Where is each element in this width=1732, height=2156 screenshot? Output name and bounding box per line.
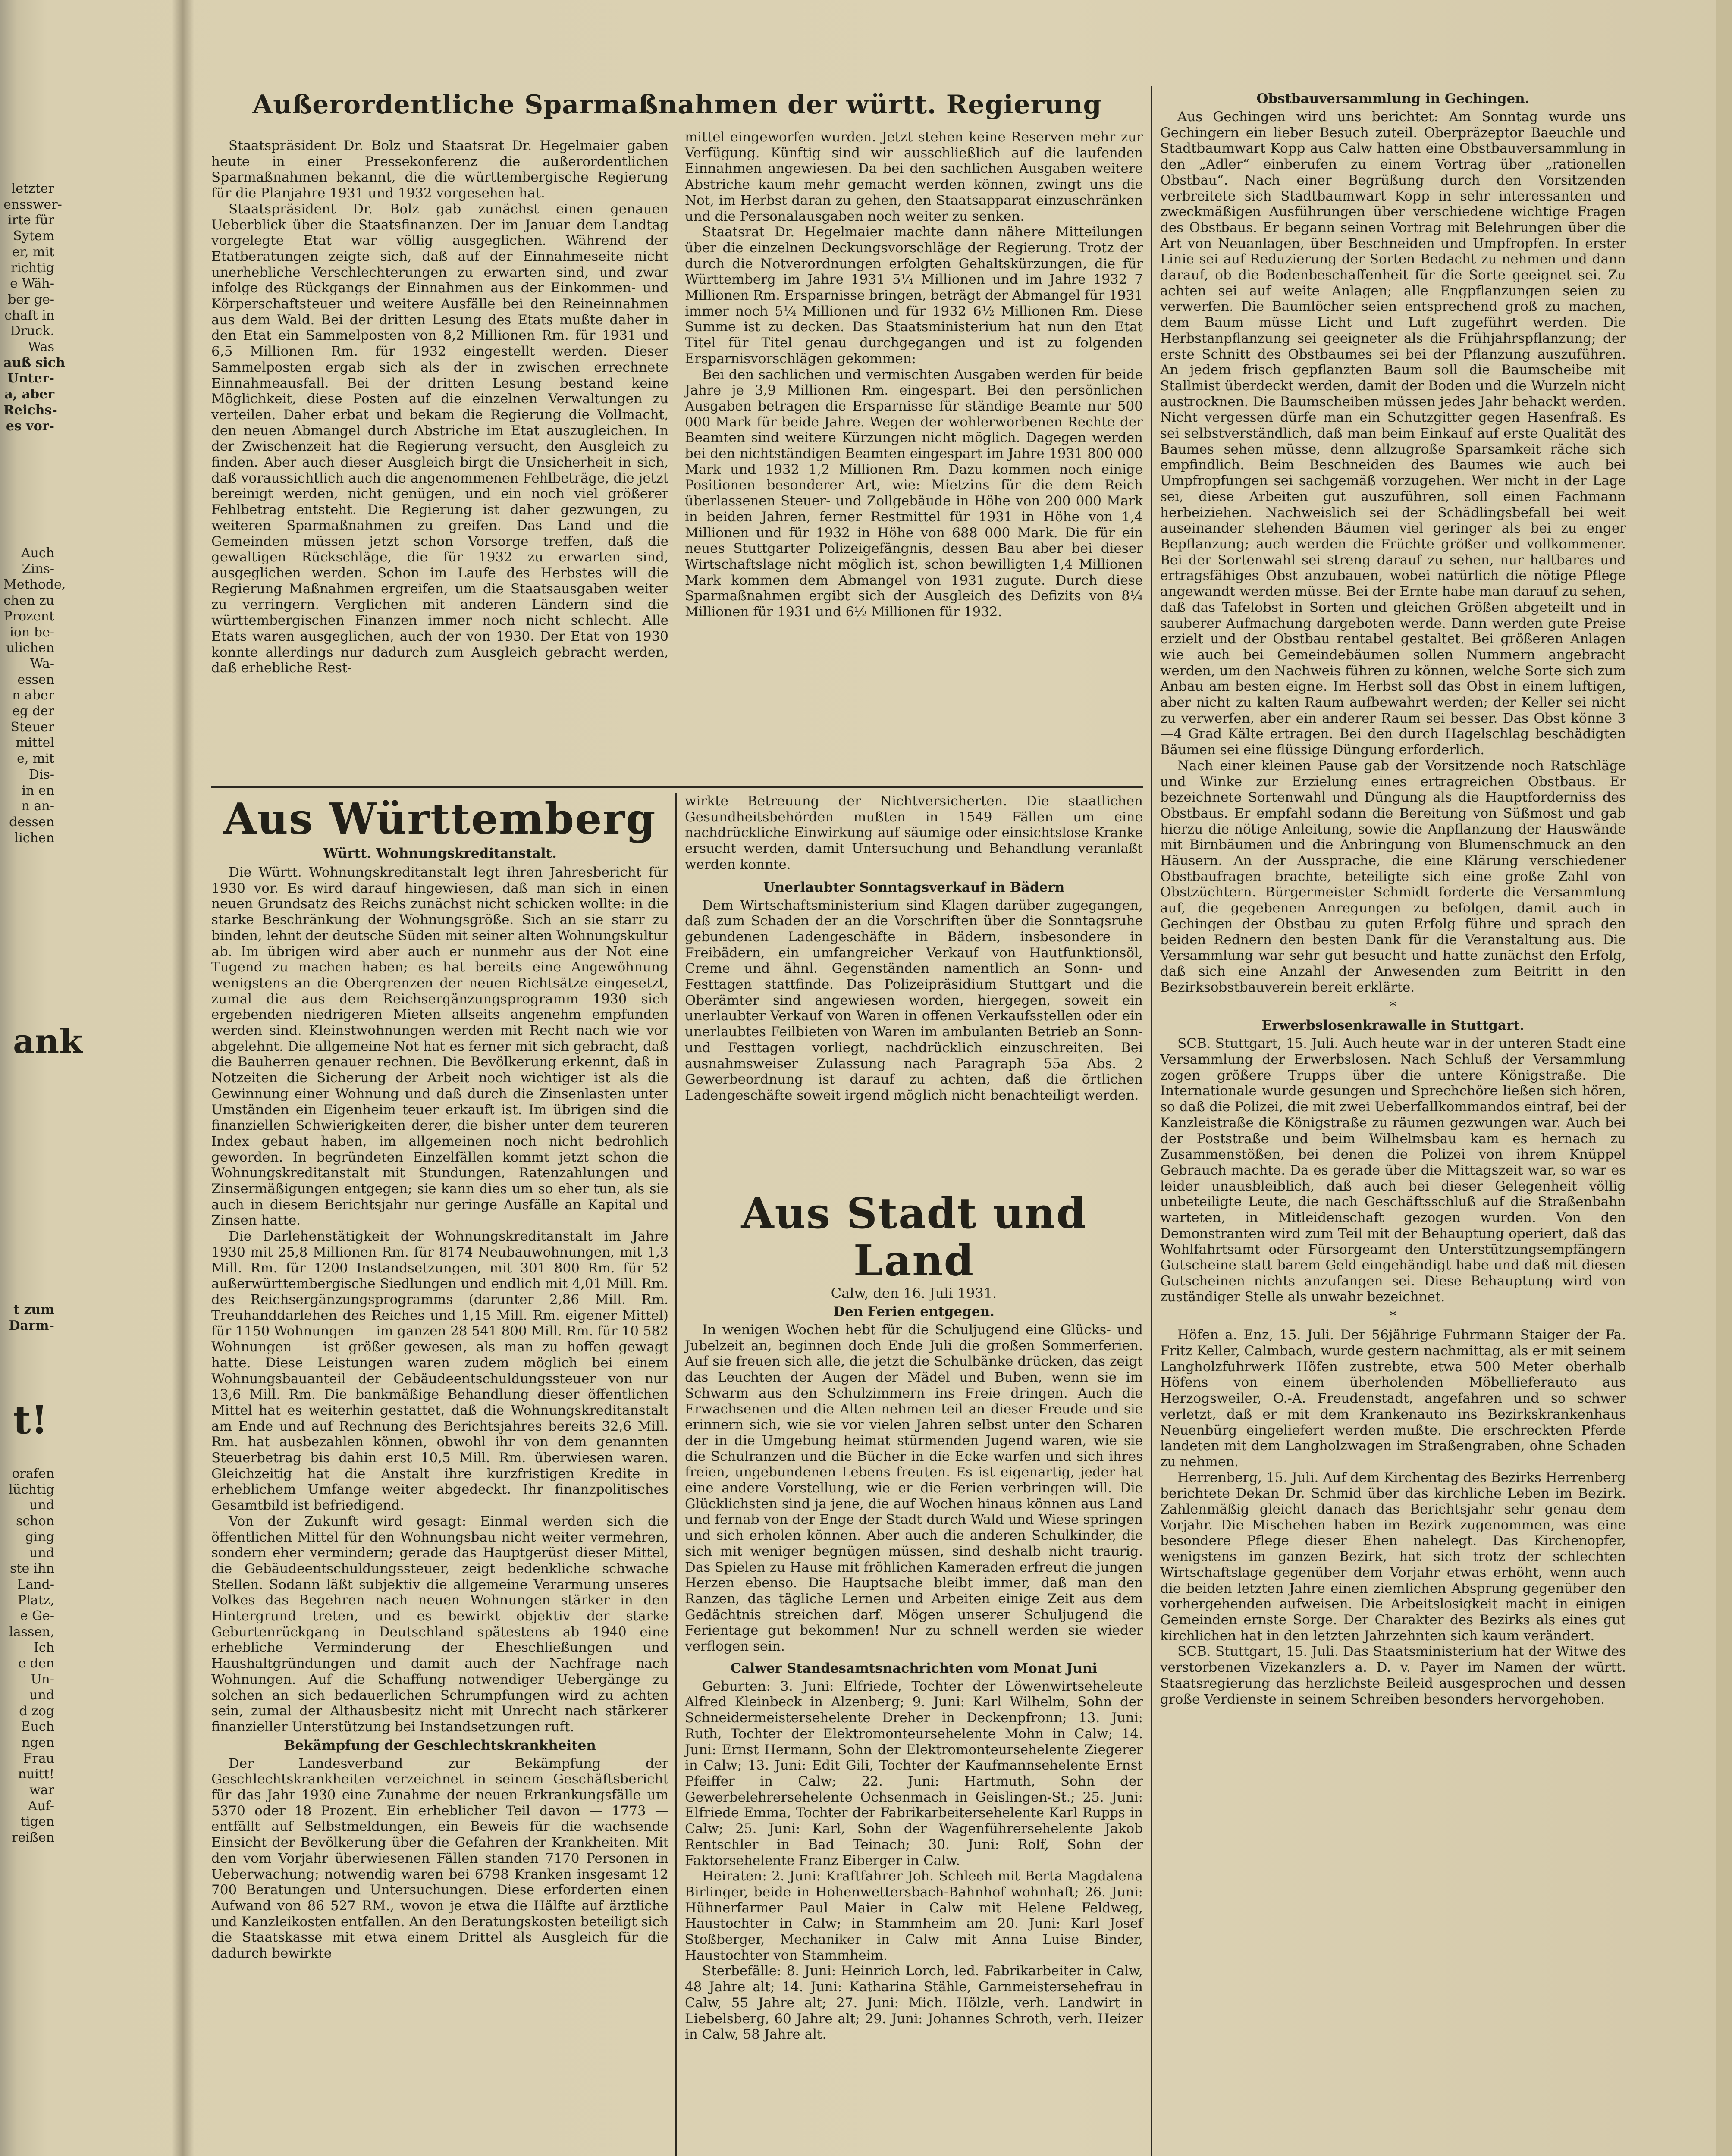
section-rule — [211, 786, 1143, 788]
article-sparmassnahmen-col2 — [685, 129, 1143, 778]
fragment-line: Wa- — [30, 656, 54, 671]
fragment-line: Frau — [23, 1751, 54, 1766]
column-rule-right — [1151, 86, 1152, 2156]
dateline: Calw, den 16. Juli 1931. — [831, 1285, 997, 1301]
subheading: Württ. Wohnungskreditanstalt. — [323, 846, 557, 861]
section-stadt-und-land — [685, 1190, 1143, 2156]
fragment-line: war — [29, 1783, 54, 1798]
fragment-line: Unter- — [7, 371, 54, 386]
fragment-line: orafen — [12, 1466, 54, 1481]
paragraph: Dem Wirtschaftsministerium sind Klagen darüber zugegangen, daß zum Schaden der an die Vorschriften über die Sonntagsruhe gebundenen Ladengeschäfte in Bädern, insbesondere in Freibädern, ein umfangreicher Verkauf von Hautfunktionsöl, Creme und ähnl. Gegenständen namentlich an Sonn- und Festtagen stattfinde. Das Polizeipräsidium Stuttgart und die Oberämter sind angewiesen worden, hiergegen, soweit ein unerlaubter Verkauf von Waren in offenen Verkaufsstellen oder ein unerlaubtes Feilbieten von Waren im ambulanten Betrieb an Sonn- und Festtagen vorliegt, nachdrücklich einzuschreiten. Bei ausnahmsweiser Zulassung nach Paragraph 55a Abs. 2 Gewerbeordnung ist darauf zu achten, daß die örtlichen Ladengeschäfte soweit irgend möglich nicht benachteiligt werden. — [685, 897, 1143, 1103]
fragment-line: Ich — [34, 1640, 54, 1655]
paragraph: Bei den sachlichen und vermischten Ausgaben werden für beide Jahre je 3,9 Millionen Rm. eingespart. Bei den persönlichen Ausgaben betragen die Ersparnisse für ständige Beamte nur 500 000 Mark für beide Jahre. Wegen der wohlerworbenen Rechte der Beamten sind weitere Kürzungen nicht möglich. Dagegen werden bei den nichtständigen Beamten eingespart im Jahre 1931 800 000 Mark und 1932 1,2 Millionen Rm. Dazu kommen noch einige Positionen besonderer Art, wie: Mietzins für die dem Reich überlassenen Steuer- und Zollgebäude in Höhe von 200 000 Mark in beiden Jahren, ferner Restmittel für 1931 in Höhe von 1,4 Millionen und für 1932 in Höhe von 688 000 Mark. Die für ein neues Stuttgarter Polizeigefängnis, dessen Bau aber bei dieser Wirtschaftslage nicht möglich ist, schon bewilligten 1,4 Millionen Mark kommen dem Abmangel von 1931 zugute. Durch diese Sparmaßnahmen ergibt sich der Ausgleich des Defizits von 8¼ Millionen für 1931 und 6½ Millionen für 1932. — [685, 367, 1143, 620]
paragraph: Höfen a. Enz, 15. Juli. Der 56jährige Fuhrmann Staiger der Fa. Fritz Keller, Calmbach, wurde gestern nachmittag, als er mit seinem Langholzfuhrwerk Höfen zustrebte, etwa 500 Meter oberhalb Höfens von einem überholenden Möbellieferauto aus Herzogsweiler, O.-A. Freudenstadt, angefahren und so schwer verletzt, daß er mit dem Krankenauto ins Bezirkskrankenhaus Neuenbürg eingeliefert werden mußte. Die erschreckten Pferde landeten mit dem Langholzwagen im Straßengraben, ohne Schaden zu nehmen. — [1160, 1327, 1626, 1470]
fragment-line: ion be- — [9, 624, 54, 640]
subheading: Calwer Standesamtsnachrichten vom Monat Juni — [730, 1660, 1098, 1676]
fragment-line: eg der — [12, 704, 54, 719]
paragraph: mittel eingeworfen wurden. Jetzt stehen keine Reserven mehr zur Verfügung. Künftig sind wir ausschließlich auf die laufenden Einnahmen angewiesen. Da bei den sachlichen Ausgaben weitere Abstriche kaum mehr gemacht werden können, zwingt uns die Not, im Herbst daran zu gehen, den Staatsapparat einzuschränken und die Personalausgaben noch weiter zu senken. — [685, 129, 1143, 224]
fragment-line: e Ge- — [20, 1608, 54, 1624]
fragment-line: nuitt! — [18, 1767, 54, 1782]
fragment-line: es vor- — [6, 418, 54, 434]
left-fragment-d — [3, 1466, 54, 1846]
fragment-line: e, mit — [17, 751, 54, 767]
right-column — [1160, 88, 1626, 2156]
left-fragment-b — [3, 545, 66, 846]
fragment-line: e Wäh- — [10, 276, 54, 291]
fragment-line: mittel — [16, 735, 54, 751]
fragment-line: schon — [16, 1514, 54, 1529]
fragment-line: Auch — [21, 545, 54, 561]
fragment-line: n aber — [12, 688, 54, 703]
article-sparmassnahmen-col1 — [211, 138, 668, 778]
column-rule-mid — [675, 793, 677, 2156]
left-fragment-a — [3, 181, 65, 434]
fragment-line: Methode, — [3, 577, 66, 592]
paragraph: SCB. Stuttgart, 15. Juli. Auch heute war in der unteren Stadt eine Versammlung der Erwerbslosen. Nach Schluß der Versammlung zogen größere Trupps über die untere Königstraße. Die Internationale wurde gesungen und Sprechchöre ließen sich hören, so daß die Polizei, die mit zwei Ueberfallkommandos eintraf, bei der Kanzleistraße die Königstraße zu räumen gezwungen war. Auch bei der Poststraße und beim Wilhelmsbau kam es hernach zu Zusammenstößen, bei denen die Polizei von ihrem Knüppel Gebrauch machte. Da es gerade über die Mittagszeit war, so war es leider unausbleiblich, daß auch bei dieser Gelegenheit völlig unbeteiligte Leute, die nach Geschäftsschluß auf die Straßenbahn warteten, in Mitleidenschaft gezogen wurden. Von den Demonstranten wird zum Teil mit der Behauptung operiert, daß das Wohlfahrtsamt oder Fürsorgeamt den Unterstützungsempfängern Gutscheine statt barem Geld eingehändigt habe und daß mit diesen Gutscheinen nichts anzufangen sei. Diese Behauptung wird von zuständiger Stelle als unwahr bezeichnet. — [1160, 1036, 1626, 1305]
paragraph: Staatsrat Dr. Hegelmaier machte dann nähere Mitteilungen über die einzelnen Deckungsvorschläge der Regierung. Trotz der durch die Notverordnungen erfolgten Gehaltskürzungen, die für Württemberg im Jahre 1931 5¼ Millionen und im Jahre 1932 7 Millionen Rm. Ersparnisse bringen, beträgt der Abmangel für 1931 immer noch 5¼ Millionen und für 1932 6½ Millionen Rm. Diese Summe ist zu decken. Das Staatsministerium hat nun den Etat Titel für Titel genau durchgegangen und ist zu folgenden Ersparnisvorschlägen gekommen: — [685, 224, 1143, 367]
fragment-line: Un- — [31, 1672, 54, 1687]
fragment-line: Darm- — [9, 1318, 54, 1333]
fragment-line: lassen, — [9, 1624, 54, 1640]
fragment-line: reißen — [12, 1830, 54, 1846]
fragment-line: Sytem — [13, 229, 54, 244]
left-fragment-bank: ank — [13, 1022, 83, 1061]
paragraph: wirkte Betreuung der Nichtversicherten. Die staatlichen Gesundheitsbehörden mußten in 1549 Fällen um eine nachdrückliche Einwirkung auf säumige oder einsichtslose Kranke ersucht werden, damit Untersuchung und Behandlung veranlaßt werden konnte. — [685, 793, 1143, 872]
subheading: Bekämpfung der Geschlechtskrankheiten — [284, 1737, 596, 1753]
fragment-line: Dis- — [28, 767, 54, 782]
fragment-line: ber ge- — [8, 291, 54, 307]
left-fragment-c — [3, 1302, 54, 1334]
paragraph: Die Württ. Wohnungskreditanstalt legt ihren Jahresbericht für 1930 vor. Es wird darauf hingewiesen, daß man sich in einen neuen Grundsatz des Reichs zunächst nicht schicken wollte: in die starke Beschränkung der Wohnungsgröße. Sich an sie starr zu binden, lehnt der deutsche Süden mit seiner alten Wohnungskultur ab. Im übrigen wird aber auch er nunmehr aus der Not eine Tugend zu machen haben; es hat bereits eine Angewöhnung wenigstens an die Obergrenzen der neuen Richtsätze eingesetzt, zumal die aus dem Reichsergänzungsprogramm 1930 sich ergebenden niedrigeren Mieten allseits angenehm empfunden werden sind. Kleinstwohnungen werden mit Recht nach wie vor abgelehnt. Die allgemeine Not hat es ferner mit sich gebracht, daß die Bauherren genauer rechnen. Die Bevölkerung erkennt, daß in Notzeiten die Sicherung der Arbeit noch wichtiger ist als die Gewinnung einer Wohnung und daß durch die Zinsenlasten unter Umständen ein Eigenheim teuer erkauft ist. Im übrigen sind die finanziellen Schwierigkeiten derer, die bisher unter dem teureren Index gebaut haben, im allgemeinen noch nicht bedrohlich geworden. In begründeten Einzelfällen kommt jetzt schon die Wohnungskreditanstalt mit Stundungen, Ratenzahlungen und Zinsermäßigungen entgegen; sie kann dies um so eher tun, als sie auch in diesem Berichtsjahr nur geringe Ausfälle an Kapital und Zinsen hatte. — [211, 865, 668, 1228]
fragment-line: dessen — [9, 814, 54, 830]
paragraph: Nach einer kleinen Pause gab der Vorsitzende noch Ratschläge und Winke zur Erzielung eines ertragreichen Obstbaus. Er bezeichnete Sortenwahl und Düngung als die Hauptforderniss des Obstbaus. Er empfahl sodann die Bereitung von Süßmost und gab hierzu die nötige Anleitung, sowie die Anpflanzung der Hauswände mit Birnbäumen und die Anbringung von Blumenschmuck an den Häusern. An der Aussprache, die eine Klärung verschiedener Obstbaufragen brachte, beteiligte sich eine große Zahl von Obstzüchtern. Bürgermeister Schmidt forderte die Versammlung auf, die gegebenen Anregungen zu befolgen, damit auch in Gechingen der Obstbau zu guten Erfolg führe und sprach den beiden Rednern den besten Dank für die Veranstaltung aus. Die Versammlung war sehr gut besucht und hatte zunächst den Erfolg, daß sich eine Anzahl der Anwesenden zum Beitritt in den Bezirksobstbauverein bereit erklärte. — [1160, 758, 1626, 995]
article-sparmassnahmen-header — [211, 90, 1143, 120]
section-wuerttemberg-col1 — [211, 865, 668, 2156]
fragment-line: e den — [18, 1656, 54, 1671]
separator-star: * — [1389, 1307, 1397, 1325]
fragment-line: richtig — [11, 260, 54, 276]
fragment-line: ngen — [22, 1735, 54, 1750]
paragraph: Aus Gechingen wird uns berichtet: Am Sonntag wurde uns Gechingern ein lieber Besuch zuteil. Oberpräzeptor Baeuchle und Stadtbaumwart Kopp aus Calw hatten eine Obstbauversammlung in den „Adler“ einberufen zu einem Vortrag über „rationellen Obstbau“. Nach einer Begrüßung durch den Vorsitzenden verbreitete sich Stadtbaumwart Kopp in sehr interessanten und zweckmäßigen Ausführungen über verschiedene wichtige Fragen des Obstbaus. Er begann seinen Vortrag mit Belehrungen über die Art von Neuanlagen, über Beschneiden und Umpfropfen. In erster Linie sei auf Reduzierung der Sorten Bedacht zu nehmen und dann darauf, ob die Bodenbeschaffenheit für die Sorte geeignet sei. Zu achten sei auf weite Anlagen; alle Engpflanzungen seien zu verwerfen. Die Baumlöcher seien entsprechend groß zu machen, dem Baum müsse Licht und Luft zugeführt werden. Die Herbstanpflanzung sei geeigneter als die Frühjahrspflanzung; der erste Schnitt des Obstbaumes sei bei der Pflanzung auszuführen. An jedem frisch gepflanzten Baum soll die Baumscheibe mit Stallmist überdeckt werden, damit der Boden und die Wurzeln nicht austrocknen. Die Baumscheiben müssen jedes Jahr behackt werden. Nicht vergessen dürfe man ein Schutzgitter gegen Hasenfraß. Es sei selbstverständlich, daß man beim Einkauf auf erste Qualität des Baumes sehen müsse, denn allzugroße Sparsamkeit räche sich empfindlich. Beim Beschneiden des Baumes wie auch bei Umpfropfungen sei sachgemäß vorzugehen. Wer nicht in der Lage sei, diese Arbeiten gut auszuführen, soll einen Fachmann herbeiziehen. Nachweislich sei der Schädlingsbefall bei weit auseinander stehenden Bäumen viel geringer als bei zu enger Bepflanzung; auch werden die Früchte größer und vollkommener. Bei der Sortenwahl sei streng darauf zu sehen, nur haltbares und ertragsfähiges Obst anzubauen, wobei natürlich die nötige Pflege angewandt werden müsse. Bei der Ernte habe man darauf zu sehen, daß das Tafelobst in Sorten und gleichen Größen abgeteilt und in sauberer Aufmachung dargeboten werde. Dann werden gute Preise erzielt und der Obstbau rentabel gestaltet. Bei größeren Anlagen wie auch bei Gemeindebäumen sollen Nummern angebracht werden, um den Nachweis führen zu können, welche Sorte sich zum Anbau am besten eigne. Im Herbst soll das Obst in einem luftigen, aber nicht zu kalten Raum aufbewahrt werden; der Keller sei nicht zu verwerfen, aber ein anderer Raum sei besser. Das Obst könne 3—4 Grad Kälte ertragen. Bei den durch Hagelschlag beschädigten Bäumen sei eine flüssige Düngung erforderlich. — [1160, 109, 1626, 758]
subheading: Obstbauversammlung in Gechingen. — [1256, 91, 1530, 107]
section-title: Aus Stadt und Land — [741, 1189, 1087, 1286]
paragraph: Die Darlehenstätigkeit der Wohnungskreditanstalt im Jahre 1930 mit 25,8 Millionen Rm. für 8174 Neubauwohnungen, mit 1,3 Mill. Rm. für 1200 Instandsetzungen, mit 301 800 Rm. für 52 außerwürttembergische Siedlungen und endlich mit 4,01 Mill. Rm. des Reichsergänzungsprogramms (darunter 2,86 Mill. Rm. Treuhanddarlehen des Reiches und 1,15 Mill. Rm. eigener Mittel) für 1150 Wohnungen — im ganzen 28 541 800 Mill. Rm. für 10 582 Wohnungen — ist größer gewesen, als man zu hoffen gewagt hatte. Diese Leistungen waren zudem möglich bei einem Wohnungsbauanteil der Gebäudeentschuldungssteuer von nur 13,6 Mill. Rm. Die bankmäßige Behandlung dieser öffentlichen Mittel hat es weiterhin gestattet, daß die Wohnungskreditanstalt am Ende und auf Rechnung des Berichtsjahres bereits 32,6 Mill. Rm. hat ausbezahlen können, obwohl ihr von dem genannten Steuerbetrag bis dahin erst 10,5 Mill. Rm. überwiesen waren. Gleichzeitig hat die Anstalt ihre kurzfristigen Kredite in erheblichem Umfange weiter abgedeckt. Ihr finanzpolitisches Gesamtbild ist befriedigend. — [211, 1228, 668, 1514]
fragment-line: Platz, — [17, 1592, 54, 1608]
section-title: Aus Württemberg — [223, 794, 656, 844]
fragment-line: irte für — [7, 213, 54, 228]
section-wuerttemberg-header — [211, 796, 668, 864]
fragment-line: Auf- — [28, 1798, 54, 1814]
left-fragment-t: t! — [13, 1397, 48, 1443]
fragment-line: Prozent — [3, 608, 54, 624]
paragraph: SCB. Stuttgart, 15. Juli. Das Staatsministerium hat der Witwe des verstorbenen Vizekanzlers a. D. v. Payer im Namen der württ. Staatsregierung das herzlichste Beileid ausgesprochen und dessen große Verdienste in seinem Schreiben besonders hervorgehoben. — [1160, 1644, 1626, 1707]
fragment-line: lüchtig — [9, 1482, 54, 1497]
fragment-line: Reichs- — [3, 402, 57, 418]
paragraph: Staatspräsident Dr. Bolz gab zunächst einen genauen Ueberblick über die Staatsfinanzen. Der im Januar dem Landtag vorgelegte Etat war völlig ausgeglichen. Während der Etatberatungen zeigte sich, daß auf der Einnahmeseite nicht unerhebliche Verschlechterungen zu erwarten sind, und zwar infolge des Rückgangs der Einnahmen aus der Einkommen- und Körperschaftsteuer und weitere Ausfälle bei den Reineinnahmen aus dem Wald. Bei der dritten Lesung des Etats mußte daher in den Etat ein Sammelposten von 8,2 Millionen Rm. für 1931 und 6,5 Millionen Rm. für 1932 eingestellt werden. Dieser Sammelposten ergab sich als der in zwischen errechnete Einnahmeausfall. Bei der dritten Lesung bestand keine Möglichkeit, diese Posten auf die einzelnen Verwaltungen zu verteilen. Daher erbat und bekam die Regierung die Vollmacht, den neuen Abmangel durch Abstriche im Etat auszugleichen. In der Zwischenzeit hat die Regierung versucht, den Ausgleich zu finden. Aber auch dieser Ausgleich birgt die Unsicherheit in sich, daß voraussichtlich auch die angenommenen Fehlbeträge, die jetzt bereinigt werden, nicht genügen, und ein noch viel größerer Fehlbetrag entsteht. Die Regierung ist daher gezwungen, zu weiteren Sparmaßnahmen zu greifen. Das Land und die Gemeinden müssen jetzt schon Vorsorge treffen, daß die gewaltigen Rückschläge, die für 1932 zu erwarten sind, ausgeglichen werden. Schon im Laufe des Herbstes will die Regierung Maßnahmen ergreifen, um die Staatsausgaben weiter zu verringern. Verglichen mit anderen Ländern sind die württembergischen Finanzen immer noch nicht schlecht. Alle Etats waren ausgeglichen, auch der von 1930. Der Etat von 1930 konnte allerdings nur dadurch zum Ausgleich gebracht werden, daß erhebliche Rest- — [211, 201, 668, 676]
fragment-line: n an- — [21, 799, 54, 814]
paragraph: Geburten: 3. Juni: Elfriede, Tochter der Löwenwirtseheleute Alfred Kleinbeck in Alzenberg; 9. Juni: Karl Wilhelm, Sohn der Schneidermeistersehelente Dreher in Deckenpfronn; 13. Juni: Ruth, Tochter der Elektromonteursehelente Mohn in Calw; 14. Juni: Ernst Hermann, Sohn der Elektromonteursehelente Ziegerer in Calw; 13. Juni: Edit Gili, Tochter der Kaufmannsehelente Ernst Pfeiffer in Calw; 22. Juni: Hartmuth, Sohn der Gewerbelehrersehelente Ochsenmach in Geislingen-St.; 25. Juni: Elfriede Emma, Tochter der Fabrikarbeitersehelente Karl Rupps in Calw; 25. Juni: Karl, Sohn der Wagenführersehelente Jakob Rentschler in Bad Teinach; 30. Juni: Rolf, Sohn der Faktorsehelente Franz Eiberger in Calw. — [685, 1678, 1143, 1868]
fragment-line: a, aber — [4, 387, 54, 402]
subheading: Unerlaubter Sonntagsverkauf in Bädern — [763, 879, 1065, 895]
article-title: Außerordentliche Sparmaßnahmen der württ. Regierung — [252, 90, 1102, 120]
subheading: Erwerbslosenkrawalle in Stuttgart. — [1261, 1018, 1525, 1034]
fragment-line: und — [29, 1545, 54, 1561]
fragment-line: ging — [25, 1529, 54, 1545]
page-fold — [172, 0, 194, 2156]
paragraph: Herrenberg, 15. Juli. Auf dem Kirchentag des Bezirks Herrenberg berichtete Dekan Dr. Schmid über das kirchliche Leben im Bezirk. Zahlenmäßig gleicht danach das Berichtsjahr sehr genau dem Vorjahr. Die Mischehen haben im Bezirk zugenommen, was eine besondere Pflege dieser Ehen nahelegt. Das Kirchenopfer, wenigstens im ganzen Bezirk, hat sich trotz der schlechten Wirtschaftslage gegenüber dem Vorjahr etwas erhöht, wenn auch die beiden letzten Jahre einen ziemlichen Absprung gegenüber den vorhergehenden aufweisen. Die Arbeitslosigkeit macht in einigen Gemeinden ernste Sorge. Der Charakter des Bezirks als eines gut kirchlichen hat in den letzten Jahrzehnten sich kaum verändert. — [1160, 1470, 1626, 1644]
fragment-line: chaft in — [4, 307, 54, 323]
paragraph: Sterbefälle: 8. Juni: Heinrich Lorch, led. Fabrikarbeiter in Calw, 48 Jahre alt; 14. Juni: Katharina Stähle, Garnmeistersehefrau in Calw, 55 Jahre alt; 27. Juni: Mich. Hölzle, verh. Landwirt in Liebelsberg, 60 Jahre alt; 29. Juni: Johannes Schroth, verh. Heizer in Calw, 58 Jahre alt. — [685, 1963, 1143, 2043]
fragment-line: essen — [17, 672, 54, 687]
fragment-line: in en — [22, 783, 54, 798]
fragment-line: und — [29, 1498, 54, 1513]
page-edge — [1716, 0, 1732, 2156]
fragment-line: d zog — [19, 1703, 54, 1719]
fragment-line: Euch — [21, 1719, 54, 1735]
paragraph: Staatspräsident Dr. Bolz und Staatsrat Dr. Hegelmaier gaben heute in einer Pressekonferenz die außerordentlichen Sparmaßnahmen bekannt, die die württembergische Regierung für die Planjahre 1931 und 1932 vorgesehen hat. — [211, 138, 668, 201]
fragment-line: ensswer- — [3, 197, 62, 212]
subheading: Den Ferien entgegen. — [833, 1304, 995, 1319]
fragment-line: lichen — [14, 830, 54, 846]
paragraph: Der Landesverband zur Bekämpfung der Geschlechtskrankheiten verzeichnet in seinem Geschäftsbericht für das Jahr 1930 eine Zunahme der neuen Erkrankungsfälle um 5370 oder 18 Prozent. Ein erheblicher Teil davon — 1773 — entfällt auf Selbstmeldungen, ein Beweis für die wachsende Einsicht der Bevölkerung über die Gefahren der Krankheiten. Mit den vom Vorjahr überwiesenen Fällen standen 7170 Personen in Ueberwachung; notwendig waren bei 6798 Kranken insgesamt 12 700 Beratungen und Untersuchungen. Diese erforderten einen Aufwand von 86 527 RM., wovon je etwa die Hälfte auf ärztliche und Kanzleikosten entfallen. An den Beratungskosten beteiligt sich die Staatskasse mit etwa einem Drittel als Ausgleich für die dadurch bewirkte — [211, 1755, 668, 1962]
fragment-line: chen zu — [3, 593, 54, 608]
fragment-line: Land- — [17, 1576, 54, 1592]
fragment-line: ulichen — [6, 640, 54, 656]
paragraph: Heiraten: 2. Juni: Kraftfahrer Joh. Schleeh mit Berta Magdalena Birlinger, beide in Hohenwettersbach-Bahnhof wohnhaft; 26. Juni: Hühnerfarmer Paul Maier in Calw mit Helene Feldweg, Haustochter in Calw; in Stammheim am 20. Juni: Karl Josef Stoßberger, Mechaniker in Calw mit Anna Luise Binder, Haustochter von Stammheim. — [685, 1868, 1143, 1963]
paragraph: Von der Zukunft wird gesagt: Einmal werden sich die öffentlichen Mittel für den Wohnungsbau nicht weiter vermehren, sondern eher vermindern; gerade das Hauptgerüst dieser Mittel, die Gebäudeentschuldungssteuer, zeigt bedenkliche schwache Stellen. Sodann läßt subjektiv die allgemeine Verarmung unseres Volkes das Begehren nach neuen Wohnungen stärker in den Hintergrund treten, und es bewirkt objektiv der starke Geburtenrückgang in Deutschland spätestens ab 1940 eine erhebliche Verminderung der Eheschließungen und Haushaltgründungen und damit auch der Nachfrage nach Wohnungen. Auf die Schaffung notwendiger Uebergänge zu solchen an sich bedauerlichen Schrumpfungen wird zu achten sein, zumal der Althausbesitz nicht mit Unrecht nach stärkerer finanzieller Unterstützung bei Instandsetzungen ruft. — [211, 1513, 668, 1735]
fragment-line: auß sich — [3, 355, 65, 370]
fragment-line: er, mit — [12, 244, 54, 260]
fragment-line: t zum — [13, 1302, 54, 1317]
paragraph: In wenigen Wochen hebt für die Schuljugend eine Glücks- und Jubelzeit an, beginnen doch Ende Juli die großen Sommerferien. Auf sie freuen sich alle, die jetzt die Schulbänke drücken, das zeigt das Leuchten der Augen der Mädel und Buben, wenn sie im Schwarm aus den Schulzimmern ins Freie dringen. Auch die Erwachsenen und die Alten nehmen teil an dieser Freude und sie erinnern sich, wie sie vor vielen Jahren selbst unter den Scharen der in die Umgebung heimat stürmenden Jugend waren, wie sie die Schulranzen und die Bücher in die Ecke warfen und sich ihres freien, ungebundenen Lebens freuten. Es ist eigenartig, jeder hat eine andere Vorstellung, wie er die Ferien verbringen will. Die Glücklichsten sind ja jene, die auf Wochen hinaus können aus Land und fernab von der Enge der Stadt durch Wald und Wiese springen und sich erholen können. Aber auch die anderen Schulkinder, die sich mit weniger begnügen müssen, sind deshalb nicht traurig. Das Spielen zu Hause mit fröhlichen Kameraden erfreut die jungen Herzen ebenso. Die Hauptsache bleibt immer, daß man den Ranzen, das tägliche Lernen und Arbeiten einige Zeit aus dem Gedächtnis streichen darf. Mögen unserer Schuljugend die Ferientage gut bekommen! Nur zu schnell werden sie wieder verflogen sein. — [685, 1322, 1143, 1655]
fragment-line: Was — [28, 339, 54, 355]
separator-star: * — [1389, 998, 1397, 1015]
fragment-line: und — [29, 1687, 54, 1703]
fragment-line: letzter — [11, 181, 54, 196]
fragment-line: Steuer — [10, 719, 54, 735]
fragment-line: ste ihn — [10, 1561, 54, 1576]
fragment-line: Zins- — [22, 561, 54, 577]
fragment-line: Druck. — [10, 323, 54, 339]
fragment-line: tigen — [21, 1814, 54, 1830]
